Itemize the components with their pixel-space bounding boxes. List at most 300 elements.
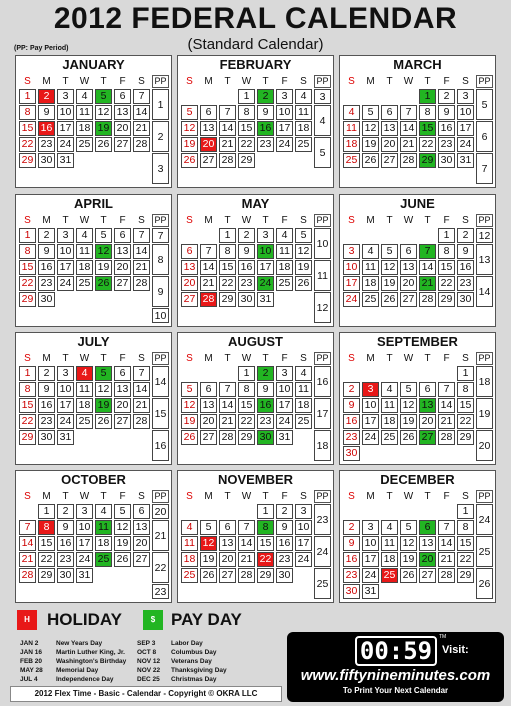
day-cell: 1 xyxy=(238,366,255,381)
day-cell: 10 xyxy=(362,536,379,551)
day-cell: 25 xyxy=(381,568,398,583)
day-cell: 29 xyxy=(257,568,274,583)
day-cell: 2 xyxy=(343,520,360,535)
day-cell: 12 xyxy=(95,382,112,397)
day-cell: 27 xyxy=(419,568,436,583)
day-cell: 7 xyxy=(19,520,36,535)
day-cell: 19 xyxy=(95,398,112,413)
day-cell: 8 xyxy=(419,105,436,120)
day-cell: 25 xyxy=(76,276,93,291)
pay-period-cell: 16 xyxy=(152,430,169,461)
month-name: FEBRUARY xyxy=(219,57,292,72)
day-cell: 17 xyxy=(295,536,312,551)
holiday-date: MAY 28 xyxy=(20,667,43,674)
day-cell: 29 xyxy=(238,430,255,445)
day-cell: 21 xyxy=(219,414,236,429)
day-header: T xyxy=(224,353,231,364)
day-cell: 10 xyxy=(57,105,74,120)
day-cell: 11 xyxy=(343,121,360,136)
day-cell: 8 xyxy=(238,105,255,120)
day-cell: 2 xyxy=(57,504,74,519)
day-cell: 24 xyxy=(57,276,74,291)
day-cell: 21 xyxy=(133,121,150,136)
month-name: SEPTEMBER xyxy=(377,334,458,349)
day-header: W xyxy=(403,215,414,226)
day-cell: 22 xyxy=(438,276,455,291)
day-cell: 27 xyxy=(181,292,198,307)
day-header: S xyxy=(186,76,193,87)
day-cell: 2 xyxy=(257,366,274,381)
day-cell: 11 xyxy=(362,260,379,275)
holiday-date: JAN 2 xyxy=(20,640,39,647)
month-december xyxy=(339,470,496,603)
promo-panel[interactable] xyxy=(287,632,504,702)
day-cell: 22 xyxy=(38,552,55,567)
day-cell: 3 xyxy=(57,228,74,243)
day-cell: 15 xyxy=(38,536,55,551)
day-cell: 23 xyxy=(38,414,55,429)
day-cell: 7 xyxy=(133,228,150,243)
day-cell: 9 xyxy=(438,105,455,120)
day-cell: 15 xyxy=(19,260,36,275)
day-cell: 31 xyxy=(57,430,74,445)
day-cell: 15 xyxy=(438,260,455,275)
day-cell: 2 xyxy=(257,89,274,104)
day-header: M xyxy=(366,76,375,87)
day-header: S xyxy=(186,491,193,502)
day-cell: 1 xyxy=(257,504,274,519)
day-cell: 1 xyxy=(38,504,55,519)
pay-period-cell: 3 xyxy=(314,89,331,104)
page-title: 2012 FEDERAL CALENDAR xyxy=(53,2,458,35)
day-cell: 10 xyxy=(362,398,379,413)
day-cell: 17 xyxy=(257,260,274,275)
pay-period-cell: 7 xyxy=(476,153,493,184)
day-cell: 30 xyxy=(238,292,255,307)
pay-period-header: PP xyxy=(314,490,331,503)
month-name: MAY xyxy=(241,196,270,211)
month-june xyxy=(339,194,496,327)
day-cell: 4 xyxy=(76,89,93,104)
day-cell: 14 xyxy=(219,398,236,413)
day-cell: 22 xyxy=(19,276,36,291)
day-cell: 10 xyxy=(343,260,360,275)
holiday-date: OCT 8 xyxy=(137,649,157,656)
day-cell: 17 xyxy=(76,536,93,551)
day-cell: 1 xyxy=(438,228,455,243)
pay-period-cell: 6 xyxy=(476,121,493,152)
day-cell: 7 xyxy=(438,382,455,397)
day-cell: 2 xyxy=(438,89,455,104)
day-cell: 9 xyxy=(57,520,74,535)
day-cell: 25 xyxy=(76,414,93,429)
day-cell: 4 xyxy=(76,366,93,381)
pay-period-cell: 26 xyxy=(476,568,493,599)
pay-period-cell: 19 xyxy=(476,398,493,429)
day-header: F xyxy=(281,76,288,87)
day-cell: 24 xyxy=(276,414,293,429)
day-cell: 30 xyxy=(343,446,360,461)
pay-period-cell: 5 xyxy=(476,89,493,120)
day-cell: 1 xyxy=(238,89,255,104)
day-cell: 12 xyxy=(95,244,112,259)
day-cell: 30 xyxy=(276,568,293,583)
day-cell: 6 xyxy=(114,228,131,243)
day-cell: 25 xyxy=(276,276,293,291)
day-cell: 30 xyxy=(457,292,474,307)
day-cell: 7 xyxy=(219,105,236,120)
day-cell: 24 xyxy=(295,552,312,567)
pay-period-cell: 17 xyxy=(314,398,331,429)
day-cell: 22 xyxy=(238,414,255,429)
day-cell: 18 xyxy=(295,121,312,136)
day-cell: 1 xyxy=(19,228,36,243)
day-cell: 17 xyxy=(276,121,293,136)
pay-period-header: PP xyxy=(314,214,331,227)
day-cell: 24 xyxy=(457,137,474,152)
day-cell: 29 xyxy=(19,292,36,307)
day-cell: 31 xyxy=(457,153,474,168)
day-cell: 13 xyxy=(219,536,236,551)
month-name: APRIL xyxy=(74,196,113,211)
day-cell: 1 xyxy=(219,228,236,243)
day-cell: 3 xyxy=(57,366,74,381)
day-cell: 22 xyxy=(257,552,274,567)
day-cell: 19 xyxy=(295,260,312,275)
day-cell: 21 xyxy=(200,276,217,291)
page-subtitle: (Standard Calendar) xyxy=(187,36,324,53)
month-july xyxy=(15,332,172,465)
day-header: S xyxy=(186,353,193,364)
day-cell: 15 xyxy=(457,536,474,551)
day-cell: 15 xyxy=(257,536,274,551)
day-cell: 20 xyxy=(419,414,436,429)
day-cell: 17 xyxy=(362,552,379,567)
day-cell: 3 xyxy=(257,228,274,243)
pay-period-cell: 14 xyxy=(152,366,169,397)
day-cell: 12 xyxy=(200,536,217,551)
day-cell: 20 xyxy=(400,276,417,291)
day-cell: 7 xyxy=(219,382,236,397)
day-header: F xyxy=(119,215,126,226)
pay-period-header: PP xyxy=(476,352,493,365)
holiday-name: Veterans Day xyxy=(171,658,212,665)
day-cell: 12 xyxy=(114,520,131,535)
day-cell: 11 xyxy=(276,244,293,259)
day-header: T xyxy=(424,491,431,502)
day-cell: 21 xyxy=(419,276,436,291)
day-cell: 16 xyxy=(257,121,274,136)
day-cell: 25 xyxy=(295,137,312,152)
day-header: T xyxy=(262,491,269,502)
holiday-name: Washington's Birthday xyxy=(56,658,127,665)
pay-period-cell: 11 xyxy=(314,260,331,291)
day-cell: 25 xyxy=(181,568,198,583)
day-header: M xyxy=(204,353,213,364)
day-cell: 26 xyxy=(400,430,417,445)
day-cell: 5 xyxy=(114,504,131,519)
month-april xyxy=(15,194,172,327)
day-cell: 1 xyxy=(19,366,36,381)
clock-display: 00:59 xyxy=(355,636,437,666)
month-january xyxy=(15,55,172,188)
day-cell: 8 xyxy=(38,520,55,535)
day-cell: 10 xyxy=(276,105,293,120)
day-cell: 9 xyxy=(276,520,293,535)
day-cell: 22 xyxy=(238,137,255,152)
holiday-date: JAN 16 xyxy=(20,649,43,656)
day-cell: 11 xyxy=(76,244,93,259)
day-cell: 10 xyxy=(57,382,74,397)
day-cell: 20 xyxy=(133,536,150,551)
day-cell: 16 xyxy=(38,398,55,413)
day-header: S xyxy=(138,76,145,87)
day-cell: 19 xyxy=(95,121,112,136)
day-header: S xyxy=(300,76,307,87)
day-cell: 11 xyxy=(295,105,312,120)
day-cell: 23 xyxy=(276,552,293,567)
day-cell: 3 xyxy=(76,504,93,519)
day-header: S xyxy=(462,215,469,226)
day-cell: 15 xyxy=(419,121,436,136)
day-cell: 25 xyxy=(295,414,312,429)
pay-period-cell: 22 xyxy=(152,552,169,583)
day-cell: 24 xyxy=(362,568,379,583)
holiday-name: Martin Luther King, Jr. xyxy=(56,649,125,656)
day-header: W xyxy=(241,491,252,502)
day-cell: 16 xyxy=(276,536,293,551)
day-cell: 30 xyxy=(38,430,55,445)
day-header: S xyxy=(348,215,355,226)
payday-legend-swatch: $ xyxy=(143,610,163,630)
pay-period-header: PP xyxy=(314,352,331,365)
day-cell: 16 xyxy=(38,121,55,136)
pay-period-cell: 7 xyxy=(152,228,169,243)
day-cell: 28 xyxy=(133,414,150,429)
day-cell: 18 xyxy=(95,536,112,551)
day-cell: 26 xyxy=(181,153,198,168)
day-cell: 27 xyxy=(114,276,131,291)
day-cell: 6 xyxy=(133,504,150,519)
holiday-name: Columbus Day xyxy=(171,649,217,656)
day-header: W xyxy=(79,76,90,87)
day-cell: 6 xyxy=(419,520,436,535)
day-header: S xyxy=(348,491,355,502)
day-cell: 18 xyxy=(181,552,198,567)
day-cell: 14 xyxy=(133,244,150,259)
day-cell: 12 xyxy=(381,260,398,275)
day-cell: 13 xyxy=(381,121,398,136)
day-cell: 19 xyxy=(181,137,198,152)
website-link[interactable]: www.fiftynineminutes.com xyxy=(300,667,491,684)
pay-period-cell: 13 xyxy=(476,244,493,275)
day-header: S xyxy=(186,215,193,226)
pay-period-cell: 20 xyxy=(476,430,493,461)
day-header: S xyxy=(348,76,355,87)
day-cell: 8 xyxy=(19,105,36,120)
pay-period-cell: 20 xyxy=(152,504,169,519)
day-cell: 13 xyxy=(181,260,198,275)
day-cell: 31 xyxy=(257,292,274,307)
day-cell: 24 xyxy=(343,292,360,307)
day-cell: 23 xyxy=(343,568,360,583)
day-cell: 17 xyxy=(276,398,293,413)
day-cell: 30 xyxy=(438,153,455,168)
month-name: MARCH xyxy=(393,57,442,72)
day-cell: 21 xyxy=(438,414,455,429)
day-header: F xyxy=(443,76,450,87)
day-cell: 6 xyxy=(419,382,436,397)
day-cell: 14 xyxy=(438,536,455,551)
day-cell: 18 xyxy=(343,137,360,152)
holiday-name: Thanksgiving Day xyxy=(171,667,227,674)
day-cell: 22 xyxy=(457,414,474,429)
day-cell: 30 xyxy=(38,153,55,168)
month-name: JANUARY xyxy=(62,57,125,72)
month-name: AUGUST xyxy=(228,334,283,349)
day-header: W xyxy=(79,215,90,226)
day-cell: 18 xyxy=(76,260,93,275)
day-cell: 2 xyxy=(457,228,474,243)
day-cell: 29 xyxy=(219,292,236,307)
day-cell: 29 xyxy=(38,568,55,583)
day-cell: 25 xyxy=(362,292,379,307)
day-cell: 15 xyxy=(219,260,236,275)
day-cell: 16 xyxy=(343,552,360,567)
day-cell: 4 xyxy=(343,105,360,120)
holiday-legend-swatch: H xyxy=(17,610,37,630)
month-february xyxy=(177,55,334,188)
day-cell: 4 xyxy=(76,228,93,243)
day-cell: 13 xyxy=(114,382,131,397)
day-header: T xyxy=(100,353,107,364)
day-cell: 15 xyxy=(19,121,36,136)
day-header: F xyxy=(119,76,126,87)
day-cell: 2 xyxy=(238,228,255,243)
day-cell: 17 xyxy=(57,398,74,413)
day-header: W xyxy=(79,491,90,502)
holiday-date: FEB 20 xyxy=(20,658,43,665)
day-cell: 30 xyxy=(343,584,360,599)
day-cell: 16 xyxy=(238,260,255,275)
day-cell: 6 xyxy=(200,105,217,120)
day-cell: 17 xyxy=(362,414,379,429)
day-header: W xyxy=(241,76,252,87)
day-header: T xyxy=(62,76,69,87)
pay-period-cell: 10 xyxy=(152,308,169,323)
day-cell: 20 xyxy=(219,552,236,567)
day-header: W xyxy=(403,353,414,364)
day-header: T xyxy=(224,215,231,226)
day-cell: 9 xyxy=(457,244,474,259)
day-cell: 19 xyxy=(400,414,417,429)
day-cell: 29 xyxy=(238,153,255,168)
day-cell: 7 xyxy=(200,244,217,259)
day-cell: 8 xyxy=(257,520,274,535)
day-cell: 28 xyxy=(219,153,236,168)
holiday-name: Labor Day xyxy=(171,640,203,647)
day-cell: 29 xyxy=(19,153,36,168)
holiday-name: Independence Day xyxy=(56,676,114,683)
pay-period-cell: 10 xyxy=(314,228,331,259)
day-cell: 5 xyxy=(400,520,417,535)
day-cell: 9 xyxy=(38,382,55,397)
day-cell: 19 xyxy=(381,276,398,291)
day-cell: 30 xyxy=(257,430,274,445)
month-september xyxy=(339,332,496,465)
pay-period-cell: 4 xyxy=(314,105,331,136)
month-march xyxy=(339,55,496,188)
day-cell: 14 xyxy=(133,105,150,120)
day-cell: 9 xyxy=(38,244,55,259)
day-cell: 8 xyxy=(219,244,236,259)
day-cell: 9 xyxy=(343,398,360,413)
day-cell: 10 xyxy=(276,382,293,397)
day-cell: 19 xyxy=(181,414,198,429)
pay-period-cell: 3 xyxy=(152,153,169,184)
day-header: T xyxy=(424,76,431,87)
holiday-date: NOV 12 xyxy=(137,658,161,665)
day-header: F xyxy=(443,491,450,502)
day-cell: 22 xyxy=(19,137,36,152)
day-cell: 16 xyxy=(38,260,55,275)
day-cell: 24 xyxy=(57,137,74,152)
day-cell: 24 xyxy=(257,276,274,291)
day-cell: 21 xyxy=(438,552,455,567)
day-cell: 31 xyxy=(276,430,293,445)
day-cell: 8 xyxy=(438,244,455,259)
day-cell: 14 xyxy=(133,382,150,397)
day-cell: 19 xyxy=(200,552,217,567)
pay-period-header: PP xyxy=(476,214,493,227)
day-cell: 14 xyxy=(200,260,217,275)
day-cell: 27 xyxy=(219,568,236,583)
day-cell: 19 xyxy=(95,260,112,275)
day-header: M xyxy=(366,353,375,364)
day-cell: 15 xyxy=(238,398,255,413)
day-cell: 14 xyxy=(19,536,36,551)
day-header: F xyxy=(281,215,288,226)
day-cell: 23 xyxy=(457,276,474,291)
day-header: S xyxy=(24,76,31,87)
day-cell: 24 xyxy=(76,552,93,567)
day-header: W xyxy=(241,353,252,364)
day-cell: 10 xyxy=(295,520,312,535)
day-header: M xyxy=(204,491,213,502)
day-cell: 16 xyxy=(438,121,455,136)
day-cell: 13 xyxy=(200,398,217,413)
day-cell: 26 xyxy=(181,430,198,445)
day-cell: 4 xyxy=(276,228,293,243)
day-cell: 19 xyxy=(114,536,131,551)
day-cell: 17 xyxy=(343,276,360,291)
day-cell: 18 xyxy=(276,260,293,275)
day-header: T xyxy=(424,215,431,226)
day-cell: 3 xyxy=(57,89,74,104)
day-cell: 15 xyxy=(238,121,255,136)
day-cell: 23 xyxy=(438,137,455,152)
day-cell: 6 xyxy=(219,520,236,535)
day-header: F xyxy=(281,353,288,364)
pay-period-header: PP xyxy=(152,75,169,88)
day-cell: 28 xyxy=(133,137,150,152)
day-cell: 28 xyxy=(438,568,455,583)
holiday-legend-label: HOLIDAY xyxy=(47,610,122,629)
day-cell: 15 xyxy=(457,398,474,413)
day-cell: 12 xyxy=(400,536,417,551)
day-cell: 15 xyxy=(19,398,36,413)
day-cell: 8 xyxy=(19,382,36,397)
